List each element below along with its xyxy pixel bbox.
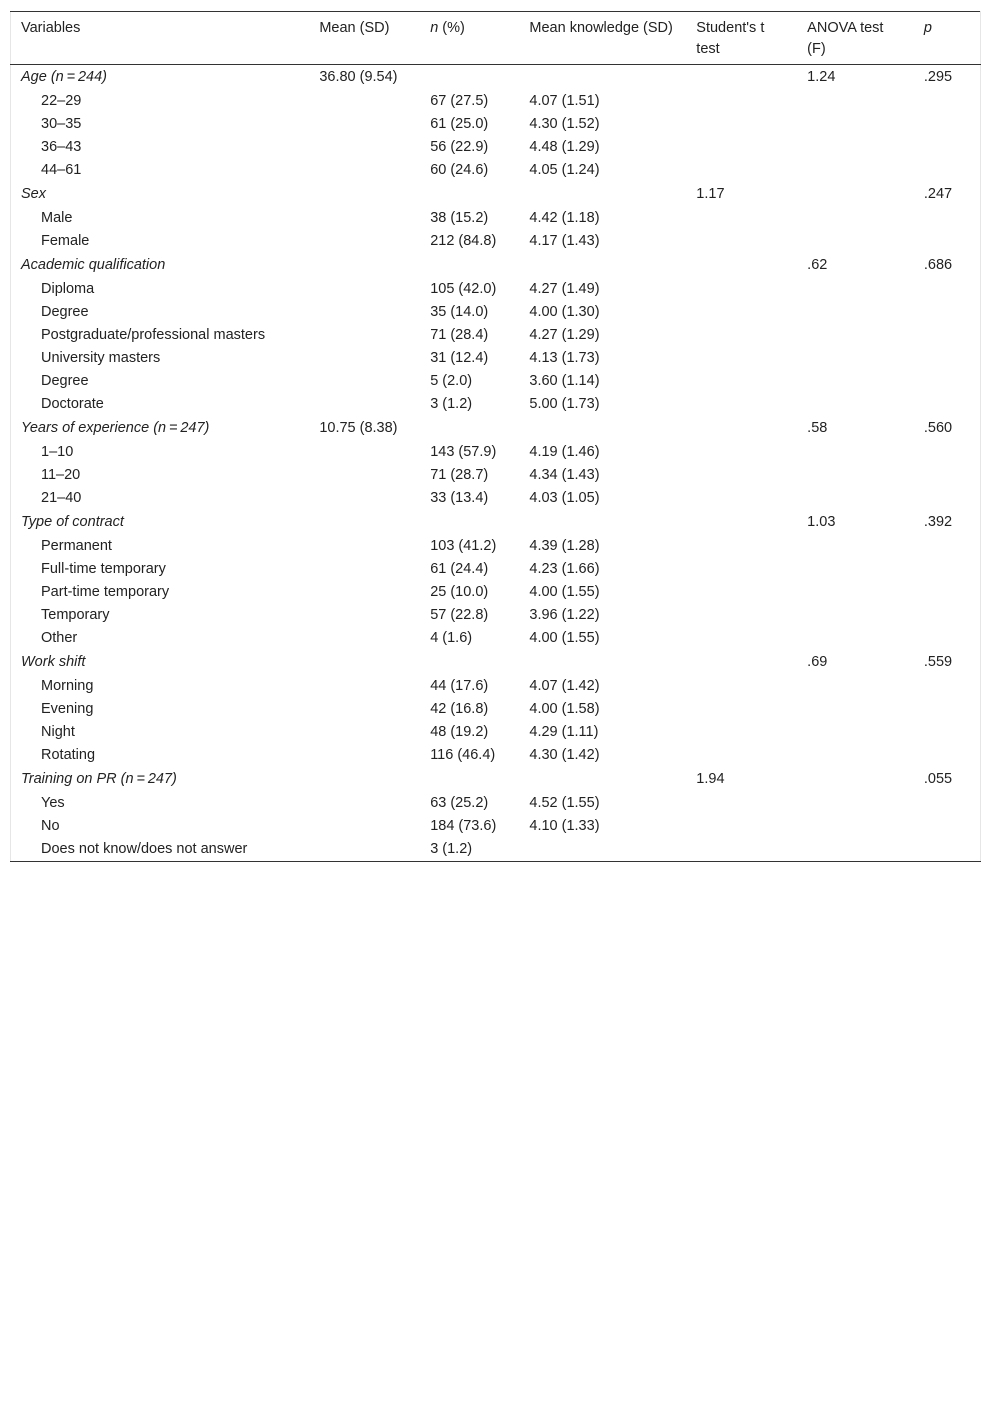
cell-anova-f <box>797 558 914 581</box>
cell-variable: Degree <box>41 304 89 320</box>
cell-mean-knowledge: 4.52 (1.55) <box>529 795 600 811</box>
cell-mean-sd <box>309 487 420 510</box>
cell-variable: Rotating <box>41 747 96 763</box>
cell-anova-f: 1.24 <box>807 69 836 85</box>
cell-students-t <box>686 675 797 698</box>
cell-mean-sd <box>309 182 420 207</box>
cell-students-t <box>686 464 797 487</box>
cell-variable: Does not know/does not answer <box>41 841 248 857</box>
table-row <box>11 792 981 815</box>
table-row <box>11 675 981 698</box>
cell-variable: Permanent <box>41 538 112 554</box>
cell-mean-sd <box>309 301 420 324</box>
cell-mean-knowledge: 4.42 (1.18) <box>529 210 600 226</box>
cell-anova-f <box>797 721 914 744</box>
cell-variable: Other <box>41 630 78 646</box>
cell-mean-knowledge: 4.17 (1.43) <box>529 233 600 249</box>
table-row <box>11 324 981 347</box>
cell-mean-knowledge <box>519 767 686 792</box>
cell-mean-knowledge <box>519 838 686 862</box>
cell-p-value: .686 <box>923 257 953 273</box>
cell-mean-knowledge: 4.00 (1.30) <box>529 304 600 320</box>
cell-p-value <box>914 113 981 136</box>
table-row <box>11 207 981 230</box>
cell-variable: Evening <box>41 701 94 717</box>
header-n-percent <box>420 12 519 65</box>
cell-mean-knowledge: 4.07 (1.42) <box>529 678 600 694</box>
cell-mean-knowledge: 4.27 (1.29) <box>529 327 600 343</box>
cell-mean-knowledge <box>519 65 686 91</box>
cell-n-percent <box>420 253 519 278</box>
cell-students-t <box>686 581 797 604</box>
table-container <box>10 11 981 862</box>
table-row <box>11 159 981 182</box>
cell-n-percent: 25 (10.0) <box>430 584 489 600</box>
cell-p-value <box>914 535 981 558</box>
cell-mean-sd <box>309 324 420 347</box>
table-row <box>11 441 981 464</box>
cell-variable: Academic qualification <box>21 257 166 273</box>
cell-n-percent: 57 (22.8) <box>430 607 489 623</box>
cell-p-value <box>914 604 981 627</box>
cell-students-t <box>686 441 797 464</box>
cell-students-t <box>686 301 797 324</box>
cell-p-value <box>914 393 981 416</box>
cell-students-t: 1.17 <box>696 186 725 202</box>
cell-n-percent: 3 (1.2) <box>430 396 473 412</box>
cell-mean-sd <box>309 207 420 230</box>
cell-n-percent: 105 (42.0) <box>430 281 497 297</box>
cell-n-percent <box>420 510 519 535</box>
cell-anova-f <box>797 182 914 207</box>
cell-mean-knowledge: 4.10 (1.33) <box>529 818 600 834</box>
table-row <box>11 581 981 604</box>
cell-n-percent: 103 (41.2) <box>430 538 497 554</box>
cell-p-value <box>914 370 981 393</box>
cell-anova-f <box>797 698 914 721</box>
cell-n-percent: 5 (2.0) <box>430 373 473 389</box>
cell-students-t <box>686 65 797 91</box>
cell-mean-sd <box>309 792 420 815</box>
cell-variable: Training on PR (n = 247) <box>21 771 177 787</box>
cell-mean-sd <box>309 815 420 838</box>
cell-p-value <box>914 324 981 347</box>
cell-p-value <box>914 815 981 838</box>
cell-n-percent <box>420 182 519 207</box>
cell-mean-sd <box>309 581 420 604</box>
cell-variable: Doctorate <box>41 396 104 412</box>
cell-n-percent <box>420 767 519 792</box>
cell-mean-knowledge: 5.00 (1.73) <box>529 396 600 412</box>
table-category-row <box>11 510 981 535</box>
cell-students-t <box>686 535 797 558</box>
cell-students-t <box>686 370 797 393</box>
cell-p-value <box>914 347 981 370</box>
cell-mean-knowledge: 4.00 (1.58) <box>529 701 600 717</box>
table-category-row <box>11 65 981 91</box>
cell-students-t <box>686 650 797 675</box>
cell-p-value: .247 <box>923 186 953 202</box>
cell-p-value <box>914 136 981 159</box>
cell-p-value <box>914 278 981 301</box>
cell-anova-f <box>797 324 914 347</box>
table-row <box>11 113 981 136</box>
cell-students-t <box>686 510 797 535</box>
cell-p-value <box>914 487 981 510</box>
cell-n-percent: 38 (15.2) <box>430 210 489 226</box>
cell-students-t <box>686 744 797 767</box>
cell-variable: Part-time temporary <box>41 584 170 600</box>
cell-anova-f <box>797 301 914 324</box>
cell-variable: Work shift <box>21 654 86 670</box>
cell-anova-f <box>797 347 914 370</box>
cell-anova-f <box>797 815 914 838</box>
cell-students-t <box>686 347 797 370</box>
cell-students-t <box>686 627 797 650</box>
cell-mean-knowledge: 4.48 (1.29) <box>529 139 600 155</box>
table-row <box>11 815 981 838</box>
cell-variable: 1–10 <box>41 444 74 460</box>
table-category-row <box>11 650 981 675</box>
cell-variable: Night <box>41 724 75 740</box>
cell-students-t <box>686 487 797 510</box>
cell-mean-knowledge <box>519 182 686 207</box>
knowledge-by-variables-table <box>10 11 981 862</box>
cell-anova-f <box>797 675 914 698</box>
header-n-italic: n <box>430 20 439 36</box>
cell-mean-sd <box>309 675 420 698</box>
cell-mean-knowledge: 4.34 (1.43) <box>529 467 600 483</box>
cell-anova-f <box>797 627 914 650</box>
cell-students-t <box>686 324 797 347</box>
cell-p-value <box>914 159 981 182</box>
cell-mean-knowledge: 4.00 (1.55) <box>529 584 600 600</box>
table-row <box>11 721 981 744</box>
cell-students-t <box>686 721 797 744</box>
cell-n-percent: 4 (1.6) <box>430 630 473 646</box>
cell-mean-sd <box>309 230 420 253</box>
cell-p-value: .295 <box>923 69 953 85</box>
cell-anova-f <box>797 464 914 487</box>
header-n-rest: (%) <box>438 20 465 36</box>
table-row <box>11 604 981 627</box>
table-row <box>11 347 981 370</box>
cell-mean-sd <box>309 767 420 792</box>
cell-anova-f <box>797 370 914 393</box>
cell-students-t <box>686 113 797 136</box>
cell-p-value <box>914 301 981 324</box>
cell-anova-f <box>797 230 914 253</box>
cell-variable: Years of experience (n = 247) <box>21 420 210 436</box>
cell-anova-f <box>797 207 914 230</box>
cell-mean-sd <box>309 441 420 464</box>
cell-students-t <box>686 136 797 159</box>
cell-variable: Sex <box>21 186 46 202</box>
cell-mean-knowledge: 4.07 (1.51) <box>529 93 600 109</box>
cell-mean-knowledge: 4.23 (1.66) <box>529 561 600 577</box>
cell-students-t <box>686 792 797 815</box>
cell-students-t <box>686 815 797 838</box>
cell-students-t <box>686 393 797 416</box>
cell-anova-f <box>797 767 914 792</box>
cell-n-percent: 56 (22.9) <box>430 139 489 155</box>
cell-p-value <box>914 698 981 721</box>
table-row <box>11 278 981 301</box>
cell-mean-knowledge: 4.13 (1.73) <box>529 350 600 366</box>
cell-mean-sd <box>309 535 420 558</box>
cell-anova-f <box>797 487 914 510</box>
cell-mean-knowledge: 4.29 (1.11) <box>529 724 599 740</box>
cell-p-value <box>914 838 981 862</box>
cell-p-value <box>914 744 981 767</box>
header-anova: ANOVA test (F) <box>797 12 914 65</box>
cell-mean-sd <box>309 744 420 767</box>
cell-variable: Diploma <box>41 281 95 297</box>
cell-mean-knowledge: 4.30 (1.52) <box>529 116 600 132</box>
cell-anova-f <box>797 159 914 182</box>
cell-p-value <box>914 792 981 815</box>
cell-students-t <box>686 604 797 627</box>
cell-mean-sd <box>309 464 420 487</box>
cell-anova-f <box>797 838 914 862</box>
cell-students-t <box>686 416 797 441</box>
cell-mean-sd <box>309 90 420 113</box>
table-row <box>11 230 981 253</box>
cell-variable: No <box>41 818 60 834</box>
cell-mean-knowledge: 4.03 (1.05) <box>529 490 600 506</box>
cell-p-value: .560 <box>923 420 953 436</box>
cell-mean-knowledge: 3.96 (1.22) <box>529 607 600 623</box>
cell-variable: Morning <box>41 678 94 694</box>
cell-mean-sd <box>309 278 420 301</box>
cell-students-t: 1.94 <box>696 771 725 787</box>
cell-anova-f <box>797 604 914 627</box>
cell-students-t <box>686 253 797 278</box>
table-category-row <box>11 253 981 278</box>
table-row <box>11 627 981 650</box>
cell-anova-f <box>797 393 914 416</box>
cell-students-t <box>686 698 797 721</box>
cell-mean-sd <box>309 650 420 675</box>
table-row <box>11 464 981 487</box>
cell-mean-sd <box>309 136 420 159</box>
header-students-t: Student's t test <box>686 12 797 65</box>
cell-mean-sd <box>309 721 420 744</box>
table-row <box>11 487 981 510</box>
cell-anova-f <box>797 441 914 464</box>
table-row <box>11 744 981 767</box>
cell-n-percent: 71 (28.4) <box>430 327 489 343</box>
cell-n-percent: 143 (57.9) <box>430 444 497 460</box>
cell-anova-f: .58 <box>807 420 828 436</box>
cell-mean-sd <box>309 604 420 627</box>
cell-variable: 30–35 <box>41 116 82 132</box>
cell-n-percent: 61 (25.0) <box>430 116 489 132</box>
cell-students-t <box>686 230 797 253</box>
cell-mean-knowledge <box>519 650 686 675</box>
cell-n-percent <box>420 650 519 675</box>
cell-n-percent <box>420 65 519 91</box>
cell-mean-knowledge: 4.00 (1.55) <box>529 630 600 646</box>
cell-mean-knowledge: 4.05 (1.24) <box>529 162 600 178</box>
table-row <box>11 535 981 558</box>
cell-p-value <box>914 627 981 650</box>
cell-mean-knowledge: 4.19 (1.46) <box>529 444 600 460</box>
cell-variable: Age (n = 244) <box>21 69 108 85</box>
cell-mean-knowledge: 3.60 (1.14) <box>529 373 600 389</box>
cell-anova-f <box>797 581 914 604</box>
cell-mean-sd <box>309 393 420 416</box>
cell-variable: Full-time temporary <box>41 561 166 577</box>
cell-n-percent <box>420 416 519 441</box>
cell-mean-sd <box>309 558 420 581</box>
cell-mean-sd <box>309 627 420 650</box>
cell-n-percent: 31 (12.4) <box>430 350 489 366</box>
table-row <box>11 301 981 324</box>
cell-variable: Type of contract <box>21 514 124 530</box>
cell-p-value <box>914 441 981 464</box>
cell-anova-f <box>797 535 914 558</box>
header-p: p <box>914 12 981 65</box>
cell-mean-sd <box>309 253 420 278</box>
cell-p-value <box>914 464 981 487</box>
cell-n-percent: 35 (14.0) <box>430 304 489 320</box>
cell-students-t <box>686 838 797 862</box>
cell-variable: 11–20 <box>41 467 81 483</box>
cell-n-percent: 61 (24.4) <box>430 561 489 577</box>
table-row <box>11 370 981 393</box>
cell-n-percent: 48 (19.2) <box>430 724 489 740</box>
cell-mean-sd <box>309 698 420 721</box>
cell-mean-sd <box>309 370 420 393</box>
cell-anova-f: .69 <box>807 654 828 670</box>
cell-variable: Female <box>41 233 90 249</box>
cell-mean-sd <box>309 113 420 136</box>
table-row <box>11 393 981 416</box>
cell-mean-knowledge <box>519 416 686 441</box>
cell-variable: Temporary <box>41 607 110 623</box>
cell-p-value: .055 <box>923 771 953 787</box>
cell-anova-f: 1.03 <box>807 514 836 530</box>
header-variables: Variables <box>11 12 310 65</box>
cell-n-percent: 3 (1.2) <box>430 841 473 857</box>
cell-students-t <box>686 207 797 230</box>
cell-anova-f <box>797 744 914 767</box>
cell-p-value <box>914 558 981 581</box>
cell-anova-f <box>797 278 914 301</box>
cell-mean-sd <box>309 510 420 535</box>
cell-mean-knowledge: 4.30 (1.42) <box>529 747 600 763</box>
header-mean-knowledge: Mean knowledge (SD) <box>519 12 686 65</box>
cell-variable: Degree <box>41 373 89 389</box>
cell-p-value <box>914 581 981 604</box>
table-row <box>11 838 981 862</box>
header-mean-sd: Mean (SD) <box>309 12 420 65</box>
cell-mean-knowledge: 4.39 (1.28) <box>529 538 600 554</box>
cell-variable: 22–29 <box>41 93 82 109</box>
cell-anova-f <box>797 792 914 815</box>
cell-mean-knowledge <box>519 253 686 278</box>
cell-variable: 21–40 <box>41 490 82 506</box>
cell-variable: 44–61 <box>41 162 82 178</box>
cell-anova-f <box>797 113 914 136</box>
table-body <box>11 65 981 862</box>
cell-p-value <box>914 675 981 698</box>
table-category-row <box>11 767 981 792</box>
cell-anova-f: .62 <box>807 257 828 273</box>
cell-n-percent: 60 (24.6) <box>430 162 489 178</box>
cell-n-percent: 212 (84.8) <box>430 233 497 249</box>
cell-variable: University masters <box>41 350 161 366</box>
cell-students-t <box>686 278 797 301</box>
header-row <box>11 12 981 65</box>
table-row <box>11 136 981 159</box>
cell-students-t <box>686 159 797 182</box>
cell-p-value <box>914 230 981 253</box>
cell-variable: Postgraduate/professional masters <box>41 327 266 343</box>
table-row <box>11 90 981 113</box>
cell-variable: Male <box>41 210 73 226</box>
cell-p-value <box>914 721 981 744</box>
cell-mean-sd <box>309 159 420 182</box>
cell-n-percent: 44 (17.6) <box>430 678 489 694</box>
cell-n-percent: 67 (27.5) <box>430 93 489 109</box>
cell-n-percent: 42 (16.8) <box>430 701 489 717</box>
cell-mean-knowledge: 4.27 (1.49) <box>529 281 600 297</box>
cell-variable: 36–43 <box>41 139 82 155</box>
cell-variable: Yes <box>41 795 65 811</box>
table-row <box>11 558 981 581</box>
cell-students-t <box>686 558 797 581</box>
cell-p-value <box>914 90 981 113</box>
cell-n-percent: 184 (73.6) <box>430 818 497 834</box>
cell-mean-sd: 36.80 (9.54) <box>319 69 398 85</box>
cell-n-percent: 63 (25.2) <box>430 795 489 811</box>
cell-mean-knowledge <box>519 510 686 535</box>
cell-n-percent: 71 (28.7) <box>430 467 489 483</box>
cell-mean-sd <box>309 347 420 370</box>
cell-mean-sd: 10.75 (8.38) <box>319 420 398 436</box>
cell-p-value <box>914 207 981 230</box>
cell-p-value: .392 <box>923 514 953 530</box>
table-row <box>11 698 981 721</box>
cell-mean-sd <box>309 838 420 862</box>
cell-anova-f <box>797 136 914 159</box>
table-header <box>11 12 981 65</box>
cell-anova-f <box>797 90 914 113</box>
table-category-row <box>11 182 981 207</box>
cell-p-value: .559 <box>923 654 953 670</box>
cell-n-percent: 116 (46.4) <box>430 747 496 763</box>
cell-students-t <box>686 90 797 113</box>
table-category-row <box>11 416 981 441</box>
cell-n-percent: 33 (13.4) <box>430 490 489 506</box>
